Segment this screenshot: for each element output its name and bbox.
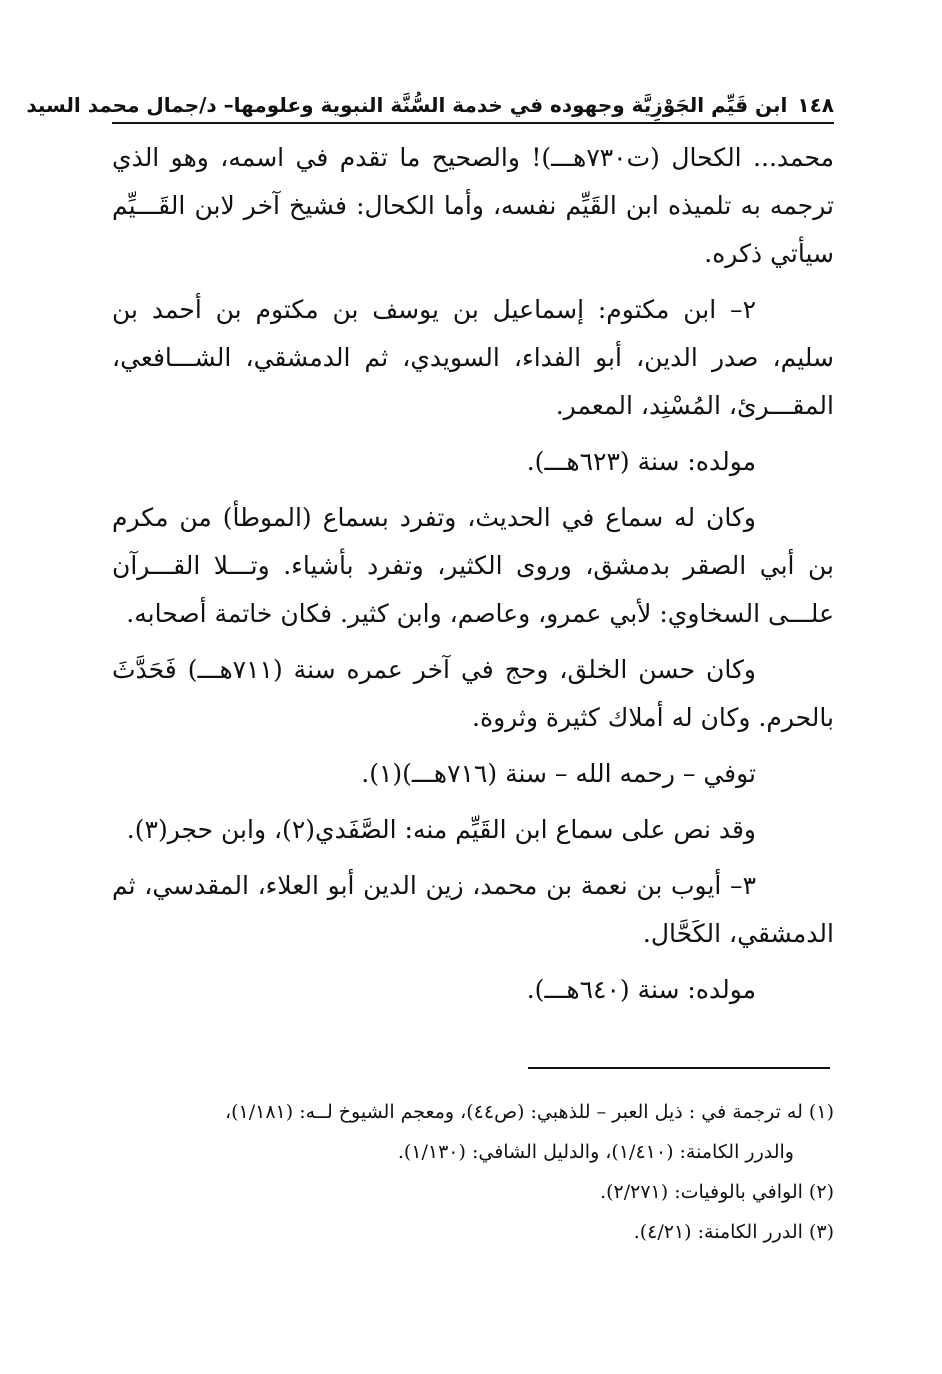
paragraph-sources: وقد نص على سماع ابن القَيِّم منه: الصَّفَدي(٢)، وابن حجر(٣). (126, 815, 756, 844)
running-title: ابن قَيِّم الجَوْزِيَّة وجهوده في خدمة السُّنَّة النبوية وعلومها– د/جمال محمد السيد (26, 93, 788, 117)
footnote-3: (٣) الدرر الكامنة: (٤/٢١). (633, 1221, 834, 1243)
entry-ayyub: ٣– أيوب بن نعمة بن محمد، زين الدين أبو العلاء، المقدسي، ثم الدمشقي، الكَحَّال. (112, 871, 834, 948)
footnote-1: (١) له ترجمة في : ذيل العبر – للذهبي: (ص٤٤)، ومعجم الشيوخ لــه: (١/١٨١)، (224, 1101, 834, 1123)
paragraph-continuation: محمد... الكحال (ت٧٣٠هـــ)! والصحيح ما تقدم في اسمه، وهو الذي ترجمه به تلميذه ابن القَيِّم نفسه، وأما الكحال: فشيخ آخر لابن القَـــيِّم سيأتي ذكره. (112, 143, 834, 268)
paragraph-character: وكان حسن الخلق، وحج في آخر عمره سنة (٧١١هـــ) فَحَدَّثَ بالحرم. وكان له أملاك كثيرة وثروة. (112, 655, 834, 732)
running-header (26, 88, 834, 124)
footnote-1-continuation: والدرر الكامنة: (١/٤١٠)، والدليل الشافي: (١/١٣٠). (397, 1141, 794, 1163)
footnote-divider (528, 1067, 830, 1069)
paragraph-birth-ayyub: مولده: سنة (٦٤٠هـــ). (526, 975, 756, 1004)
entry-ibn-maktum: ٢– ابن مكتوم: إسماعيل بن يوسف بن مكتوم بن أحمد بن سليم، صدر الدين، أبو الفداء، السويدي، ثم الدمشقي، الشـــافعي، المقـــرئ، المُسْنِد، المعمر. (112, 295, 834, 420)
paragraph-hadith: وكان له سماع في الحديث، وتفرد بسماع (الموطأ) من مكرم بن أبي الصقر بدمشق، وروى الكثير، وتفرد بأشياء. وتـــلا القـــرآن علـــى السخاوي: لأبي عمرو، وعاصم، وابن كثير. فكان خاتمة أصحابه. (112, 503, 834, 628)
paragraph-death: توفي – رحمه الله – سنة (٧١٦هـــ)(١). (361, 759, 756, 788)
main-text (112, 134, 834, 1022)
page-number: ١٤٨ (797, 93, 834, 117)
paragraph-birth: مولده: سنة (٦٢٣هـــ). (526, 447, 756, 476)
footnotes (112, 1092, 834, 1252)
footnote-2: (٢) الوافي بالوفيات: (٢/٢٧١). (600, 1181, 834, 1203)
